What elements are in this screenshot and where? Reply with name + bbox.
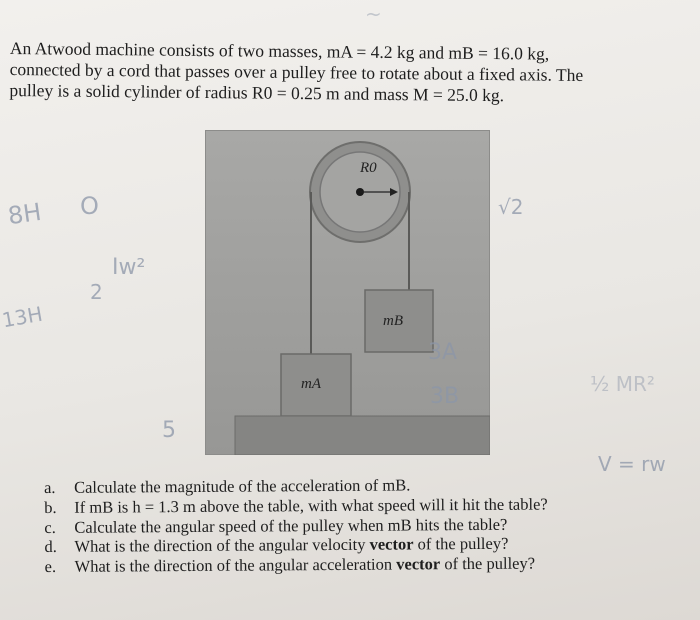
question-letter: d. [44,537,57,557]
handwritten-left-mark: 13H [0,301,45,333]
handwritten-3a: 3A [428,340,458,365]
handwritten-o: O [80,192,99,220]
handwritten-iw: Iw² [112,255,146,280]
handwritten-ir2: ½ MR² [590,372,655,396]
problem-statement [9,38,682,108]
question-letter: a. [44,477,56,497]
question-text-before: What is the direction of the angular velocity [74,535,370,557]
mass-b-label: mB [383,313,403,329]
handwritten-v-eq: V = rw [598,452,666,476]
question-text-after: of the pulley? [413,534,509,554]
question-e [45,553,685,577]
question-letter: e. [44,557,57,577]
handwritten-mark-top: ~ [365,2,382,26]
handwritten-two: 2 [90,280,103,304]
question-text: If mB is h = 1.3 m above the table, with what speed will it hit the table? [74,494,548,517]
question-text-after: of the pulley? [440,553,536,574]
problem-line-2: connected by a cord that passes over a pulley free to rotate about a fixed axis. The [9,58,584,86]
table-surface [235,416,490,455]
question-bold-word: vector [396,554,441,574]
handwritten-five: 5 [162,418,176,443]
mass-a-label: mA [301,376,321,392]
handwritten-sqrt-v: √2 [498,195,524,219]
pulley-radius-label: R0 [360,160,377,176]
question-text [75,553,685,577]
problem-line-3: pulley is a solid cylinder of radius R0 = 0.25 m and mass M = 25.0 kg. [9,79,505,106]
question-letter: c. [44,517,56,537]
question-list [44,474,685,577]
problem-line-1: An Atwood machine consists of two masses, mA = 4.2 kg and mB = 16.0 kg, [9,38,550,64]
question-text-before: What is the direction of the angular acceleration [74,554,397,576]
question-bold-word: vector [369,534,414,555]
handwritten-3b: 3B [430,384,460,409]
question-letter: b. [44,497,57,517]
handwritten-8h: 8H [6,197,44,231]
question-text: Calculate the magnitude of the acceleration of mB. [73,475,411,497]
question-text: Calculate the angular speed of the pulley when mB hits the table? [74,514,508,537]
